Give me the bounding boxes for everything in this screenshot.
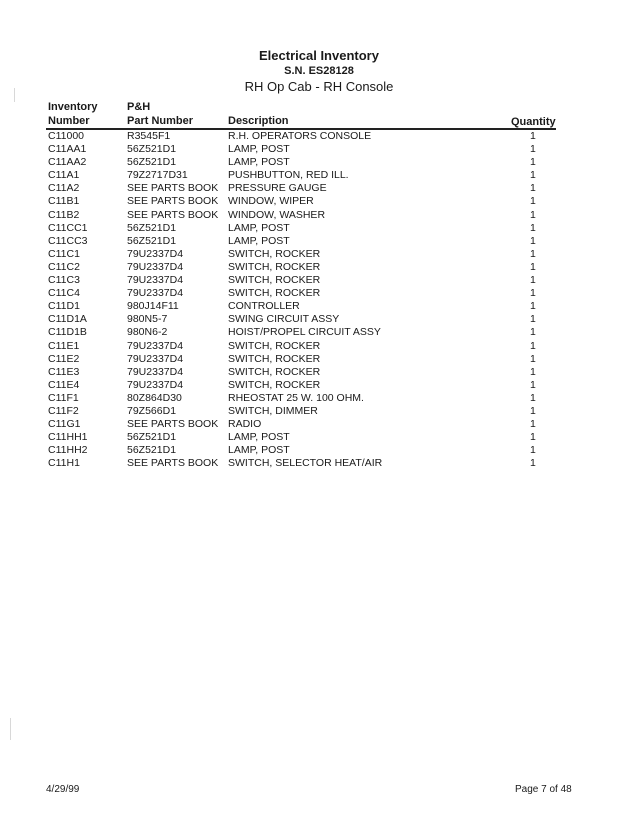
inventory-number-cell: C11C3 [48, 274, 80, 287]
part-number-cell: 79U2337D4 [127, 247, 184, 260]
part-number-cell: SEE PARTS BOOK [127, 195, 219, 208]
document-header [0, 48, 638, 95]
quantity-cell: 1 [530, 391, 536, 404]
inventory-number-cell: C11F1 [48, 391, 79, 404]
quantity-cell: 1 [530, 156, 536, 169]
description-cell: LAMP, POST [228, 444, 290, 457]
footer-page-number: Page 7 of 48 [515, 784, 572, 795]
quantity-cell: 1 [530, 221, 536, 234]
description-cell: SWITCH, DIMMER [228, 404, 318, 417]
quantity-cell: 1 [530, 247, 536, 260]
table-row [0, 313, 638, 326]
inventory-number-cell: C11E2 [48, 352, 80, 365]
inventory-number-cell: C11HH2 [48, 444, 88, 457]
quantity-cell: 1 [530, 169, 536, 182]
inventory-number-cell: C11E1 [48, 339, 80, 352]
part-number-cell: SEE PARTS BOOK [127, 457, 219, 470]
part-number-cell: 79U2337D4 [127, 352, 184, 365]
column-header-quantity: Quantity [511, 116, 556, 128]
quantity-cell: 1 [530, 326, 536, 339]
quantity-cell: 1 [530, 300, 536, 313]
inventory-number-cell: C11D1B [48, 326, 87, 339]
description-cell: LAMP, POST [228, 234, 290, 247]
quantity-cell: 1 [530, 143, 536, 156]
column-header-part-line1: P&H [127, 101, 151, 113]
table-row [0, 235, 638, 248]
quantity-cell: 1 [530, 339, 536, 352]
quantity-cell: 1 [530, 378, 536, 391]
description-cell: LAMP, POST [228, 431, 290, 444]
document-subtitle: RH Op Cab - RH Console [244, 79, 394, 94]
column-header-part-line2: Part Number [127, 115, 194, 127]
table-row [0, 287, 638, 300]
description-cell: SWITCH, ROCKER [228, 352, 321, 365]
part-number-cell: 79U2337D4 [127, 378, 184, 391]
column-header-inventory [48, 100, 98, 128]
quantity-cell: 1 [530, 431, 536, 444]
table-row [0, 326, 638, 339]
table-row [0, 261, 638, 274]
quantity-cell: 1 [530, 365, 536, 378]
table-row [0, 143, 638, 156]
inventory-number-cell: C11AA2 [48, 156, 87, 169]
description-cell: SWITCH, ROCKER [228, 287, 321, 300]
part-number-cell: 56Z521D1 [127, 156, 177, 169]
quantity-cell: 1 [530, 234, 536, 247]
table-row [0, 209, 638, 222]
description-cell: SWING CIRCUIT ASSY [228, 313, 340, 326]
part-number-cell: SEE PARTS BOOK [127, 418, 219, 431]
description-cell: PRESSURE GAUGE [228, 182, 327, 195]
part-number-cell: SEE PARTS BOOK [127, 208, 219, 221]
document-title: Electrical Inventory [259, 48, 379, 63]
part-number-cell: 79U2337D4 [127, 365, 184, 378]
description-cell: SWITCH, ROCKER [228, 339, 321, 352]
inventory-number-cell: C11B1 [48, 195, 80, 208]
description-cell: SWITCH, ROCKER [228, 365, 321, 378]
scan-margin-mark [10, 718, 11, 740]
table-row [0, 431, 638, 444]
table-row [0, 182, 638, 195]
table-row [0, 379, 638, 392]
table-row [0, 444, 638, 457]
quantity-cell: 1 [530, 352, 536, 365]
part-number-cell: 56Z521D1 [127, 143, 177, 156]
inventory-number-cell: C11G1 [48, 418, 81, 431]
inventory-number-cell: C11A2 [48, 182, 80, 195]
description-cell: WINDOW, WASHER [228, 208, 326, 221]
description-cell: SWITCH, ROCKER [228, 247, 321, 260]
description-cell: LAMP, POST [228, 156, 290, 169]
quantity-cell: 1 [530, 313, 536, 326]
quantity-cell: 1 [530, 457, 536, 470]
inventory-number-cell: C11AA1 [48, 143, 87, 156]
inventory-number-cell: C11C4 [48, 287, 80, 300]
part-number-cell: 980J14F11 [127, 300, 179, 313]
table-row [0, 274, 638, 287]
description-cell: RADIO [228, 418, 262, 431]
part-number-cell: 980N5-7 [127, 313, 168, 326]
inventory-number-cell: C11D1 [48, 300, 80, 313]
column-header-inventory-line1: Inventory [48, 101, 98, 113]
description-cell: CONTROLLER [228, 300, 300, 313]
inventory-table [0, 130, 638, 470]
part-number-cell: 80Z864D30 [127, 391, 182, 404]
part-number-cell: 79U2337D4 [127, 287, 184, 300]
part-number-cell: 56Z521D1 [127, 221, 177, 234]
inventory-number-cell: C11H1 [48, 457, 80, 470]
column-header-inventory-line2: Number [48, 115, 90, 127]
description-cell: LAMP, POST [228, 143, 290, 156]
description-cell: HOIST/PROPEL CIRCUIT ASSY [228, 326, 381, 339]
inventory-number-cell: C11C2 [48, 260, 80, 273]
table-row [0, 222, 638, 235]
part-number-cell: SEE PARTS BOOK [127, 182, 219, 195]
table-row [0, 457, 638, 470]
table-row [0, 366, 638, 379]
inventory-number-cell: C11000 [48, 130, 85, 142]
inventory-number-cell: C11A1 [48, 169, 80, 182]
quantity-cell: 1 [530, 274, 536, 287]
quantity-cell: 1 [530, 130, 536, 142]
inventory-number-cell: C11HH1 [48, 431, 88, 444]
table-row [0, 169, 638, 182]
table-row [0, 195, 638, 208]
quantity-cell: 1 [530, 208, 536, 221]
description-cell: SWITCH, SELECTOR HEAT/AIR [228, 457, 383, 470]
part-number-cell: 56Z521D1 [127, 444, 177, 457]
part-number-cell: 56Z521D1 [127, 234, 177, 247]
description-cell: R.H. OPERATORS CONSOLE [228, 130, 372, 142]
table-row [0, 405, 638, 418]
quantity-cell: 1 [530, 287, 536, 300]
table-row [0, 130, 638, 143]
description-cell: PUSHBUTTON, RED ILL. [228, 169, 349, 182]
table-row [0, 392, 638, 405]
table-row [0, 418, 638, 431]
quantity-cell: 1 [530, 182, 536, 195]
footer-date: 4/29/99 [46, 784, 80, 795]
inventory-number-cell: C11D1A [48, 313, 87, 326]
inventory-number-cell: C11E4 [48, 378, 80, 391]
column-header-part-number [127, 100, 193, 128]
inventory-number-cell: C11E3 [48, 365, 80, 378]
quantity-cell: 1 [530, 404, 536, 417]
inventory-number-cell: C11F2 [48, 404, 79, 417]
table-row [0, 340, 638, 353]
description-cell: WINDOW, WIPER [228, 195, 314, 208]
table-row [0, 248, 638, 261]
description-cell: SWITCH, ROCKER [228, 274, 321, 287]
inventory-number-cell: C11CC3 [48, 234, 88, 247]
description-cell: RHEOSTAT 25 W. 100 OHM. [228, 391, 364, 404]
column-header-description: Description [228, 115, 289, 127]
part-number-cell: 980N6-2 [127, 326, 168, 339]
table-row [0, 156, 638, 169]
inventory-number-cell: C11B2 [48, 208, 80, 221]
part-number-cell: R3545F1 [127, 130, 171, 142]
part-number-cell: 79U2337D4 [127, 339, 184, 352]
part-number-cell: 79Z566D1 [127, 404, 177, 417]
table-row [0, 300, 638, 313]
serial-number: S.N. ES28128 [284, 65, 354, 77]
description-cell: LAMP, POST [228, 221, 290, 234]
part-number-cell: 79U2337D4 [127, 260, 184, 273]
part-number-cell: 79U2337D4 [127, 274, 184, 287]
quantity-cell: 1 [530, 444, 536, 457]
description-cell: SWITCH, ROCKER [228, 378, 321, 391]
inventory-number-cell: C11CC1 [48, 221, 88, 234]
inventory-number-cell: C11C1 [48, 247, 80, 260]
description-cell: SWITCH, ROCKER [228, 260, 321, 273]
quantity-cell: 1 [530, 260, 536, 273]
quantity-cell: 1 [530, 418, 536, 431]
part-number-cell: 56Z521D1 [127, 431, 177, 444]
part-number-cell: 79Z2717D31 [127, 169, 188, 182]
quantity-cell: 1 [530, 195, 536, 208]
table-row [0, 353, 638, 366]
